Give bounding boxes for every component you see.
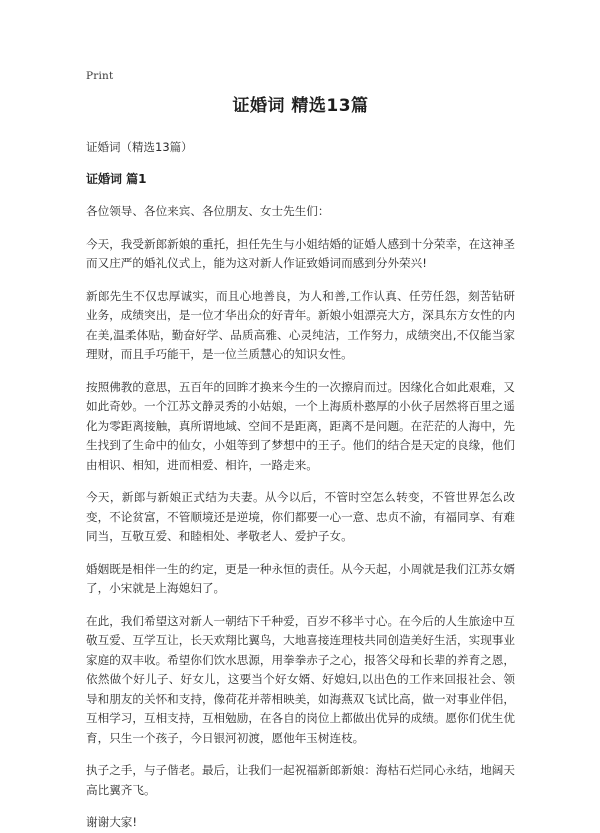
paragraph: 执子之手，与子偕老。最后，让我们一起祝福新郎新娘：海枯石烂同心永结，地阔天高比翼齐飞。 bbox=[86, 763, 515, 797]
paragraph: 今天，我受新郎新娘的重托，担任先生与小姐结婚的证婚人感到十分荣幸，在这神圣而又庄严的婚礼仪式上，能为这对新人作证致婚词而感到分外荣兴! bbox=[86, 236, 515, 270]
paragraph: 在此，我们希望这对新人一朝结下千种爱，百岁不移半寸心。在今后的人生旅途中互敬互爱、互学互让，长天欢翔比翼鸟，大地喜接连理枝共同创造美好生活，实现事业家庭的双丰收。希望你们饮水思源，用拳拳赤子之心，报答父母和长辈的养育之恩，依然做个好儿子、好女儿，这要当个好女婿、好媳妇,以出色的工作来回报社会、领导和朋友的关怀和支持，像荷花并蒂相映美，如海燕双飞试比高，做一对事业伴侣，互相学习，互相支持，互相勉励，在各自的岗位上都做出优异的成绩。愿你们优生优育，只生一个孩子，今日银河初渡，愿他年玉树连枝。 bbox=[86, 613, 515, 745]
print-link[interactable]: Print bbox=[86, 70, 114, 82]
document-subtitle: 证婚词（精选13篇） bbox=[86, 140, 193, 154]
paragraph: 今天，新郎与新娘正式结为夫妻。从今以后，不管时空怎么转变，不管世界怎么改变，不论贫富，不管顺境还是逆境，你们都要一心一意、忠贞不渝，有福同享、有难同当，互敬互爱、和睦相处、孝敬老人、爱护子女。 bbox=[86, 490, 515, 543]
paragraph: 各位领导、各位来宾、各位朋友、女士先生们： bbox=[86, 204, 330, 218]
paragraph: 谢谢大家! bbox=[86, 815, 138, 829]
paragraph: 按照佛教的意思，五百年的回眸才换来今生的一次擦肩而过。因缘化合如此艰难，又如此奇妙。一个江苏文静灵秀的小姑娘，一个上海质朴憨厚的小伙子居然将百里之遥化为零距离接触，真所谓地域、空间不是距离，距离不是问题。在茫茫的人海中，先生找到了生命中的仙女，小姐等到了梦想中的王子。他们的结合是天定的良缘，他们由相识、相知，进而相爱、相许，一路走来。 bbox=[86, 379, 515, 472]
section-heading: 证婚词 篇1 bbox=[86, 172, 147, 186]
paragraph-list bbox=[86, 202, 515, 833]
document-body bbox=[86, 95, 515, 833]
paragraph: 婚姻既是相伴一生的约定，更是一种永恒的责任。从今天起，小周就是我们江苏女婿了，小宋就是上海媳妇了。 bbox=[86, 561, 515, 595]
page-title: 证婚词 精选13篇 bbox=[232, 96, 369, 116]
paragraph: 新郎先生不仅忠厚诚实，而且心地善良，为人和善,工作认真、任劳任怨，刻苦钻研业务，成绩突出，是一位才华出众的好青年。新娘小姐漂亮大方，深具东方女性的内在美,温柔体贴，勤奋好学、品质高雅、心灵纯洁，工作努力，成绩突出,不仅能当家理财，而且手巧能干，是一位兰质慧心的知识女性。 bbox=[86, 288, 515, 361]
